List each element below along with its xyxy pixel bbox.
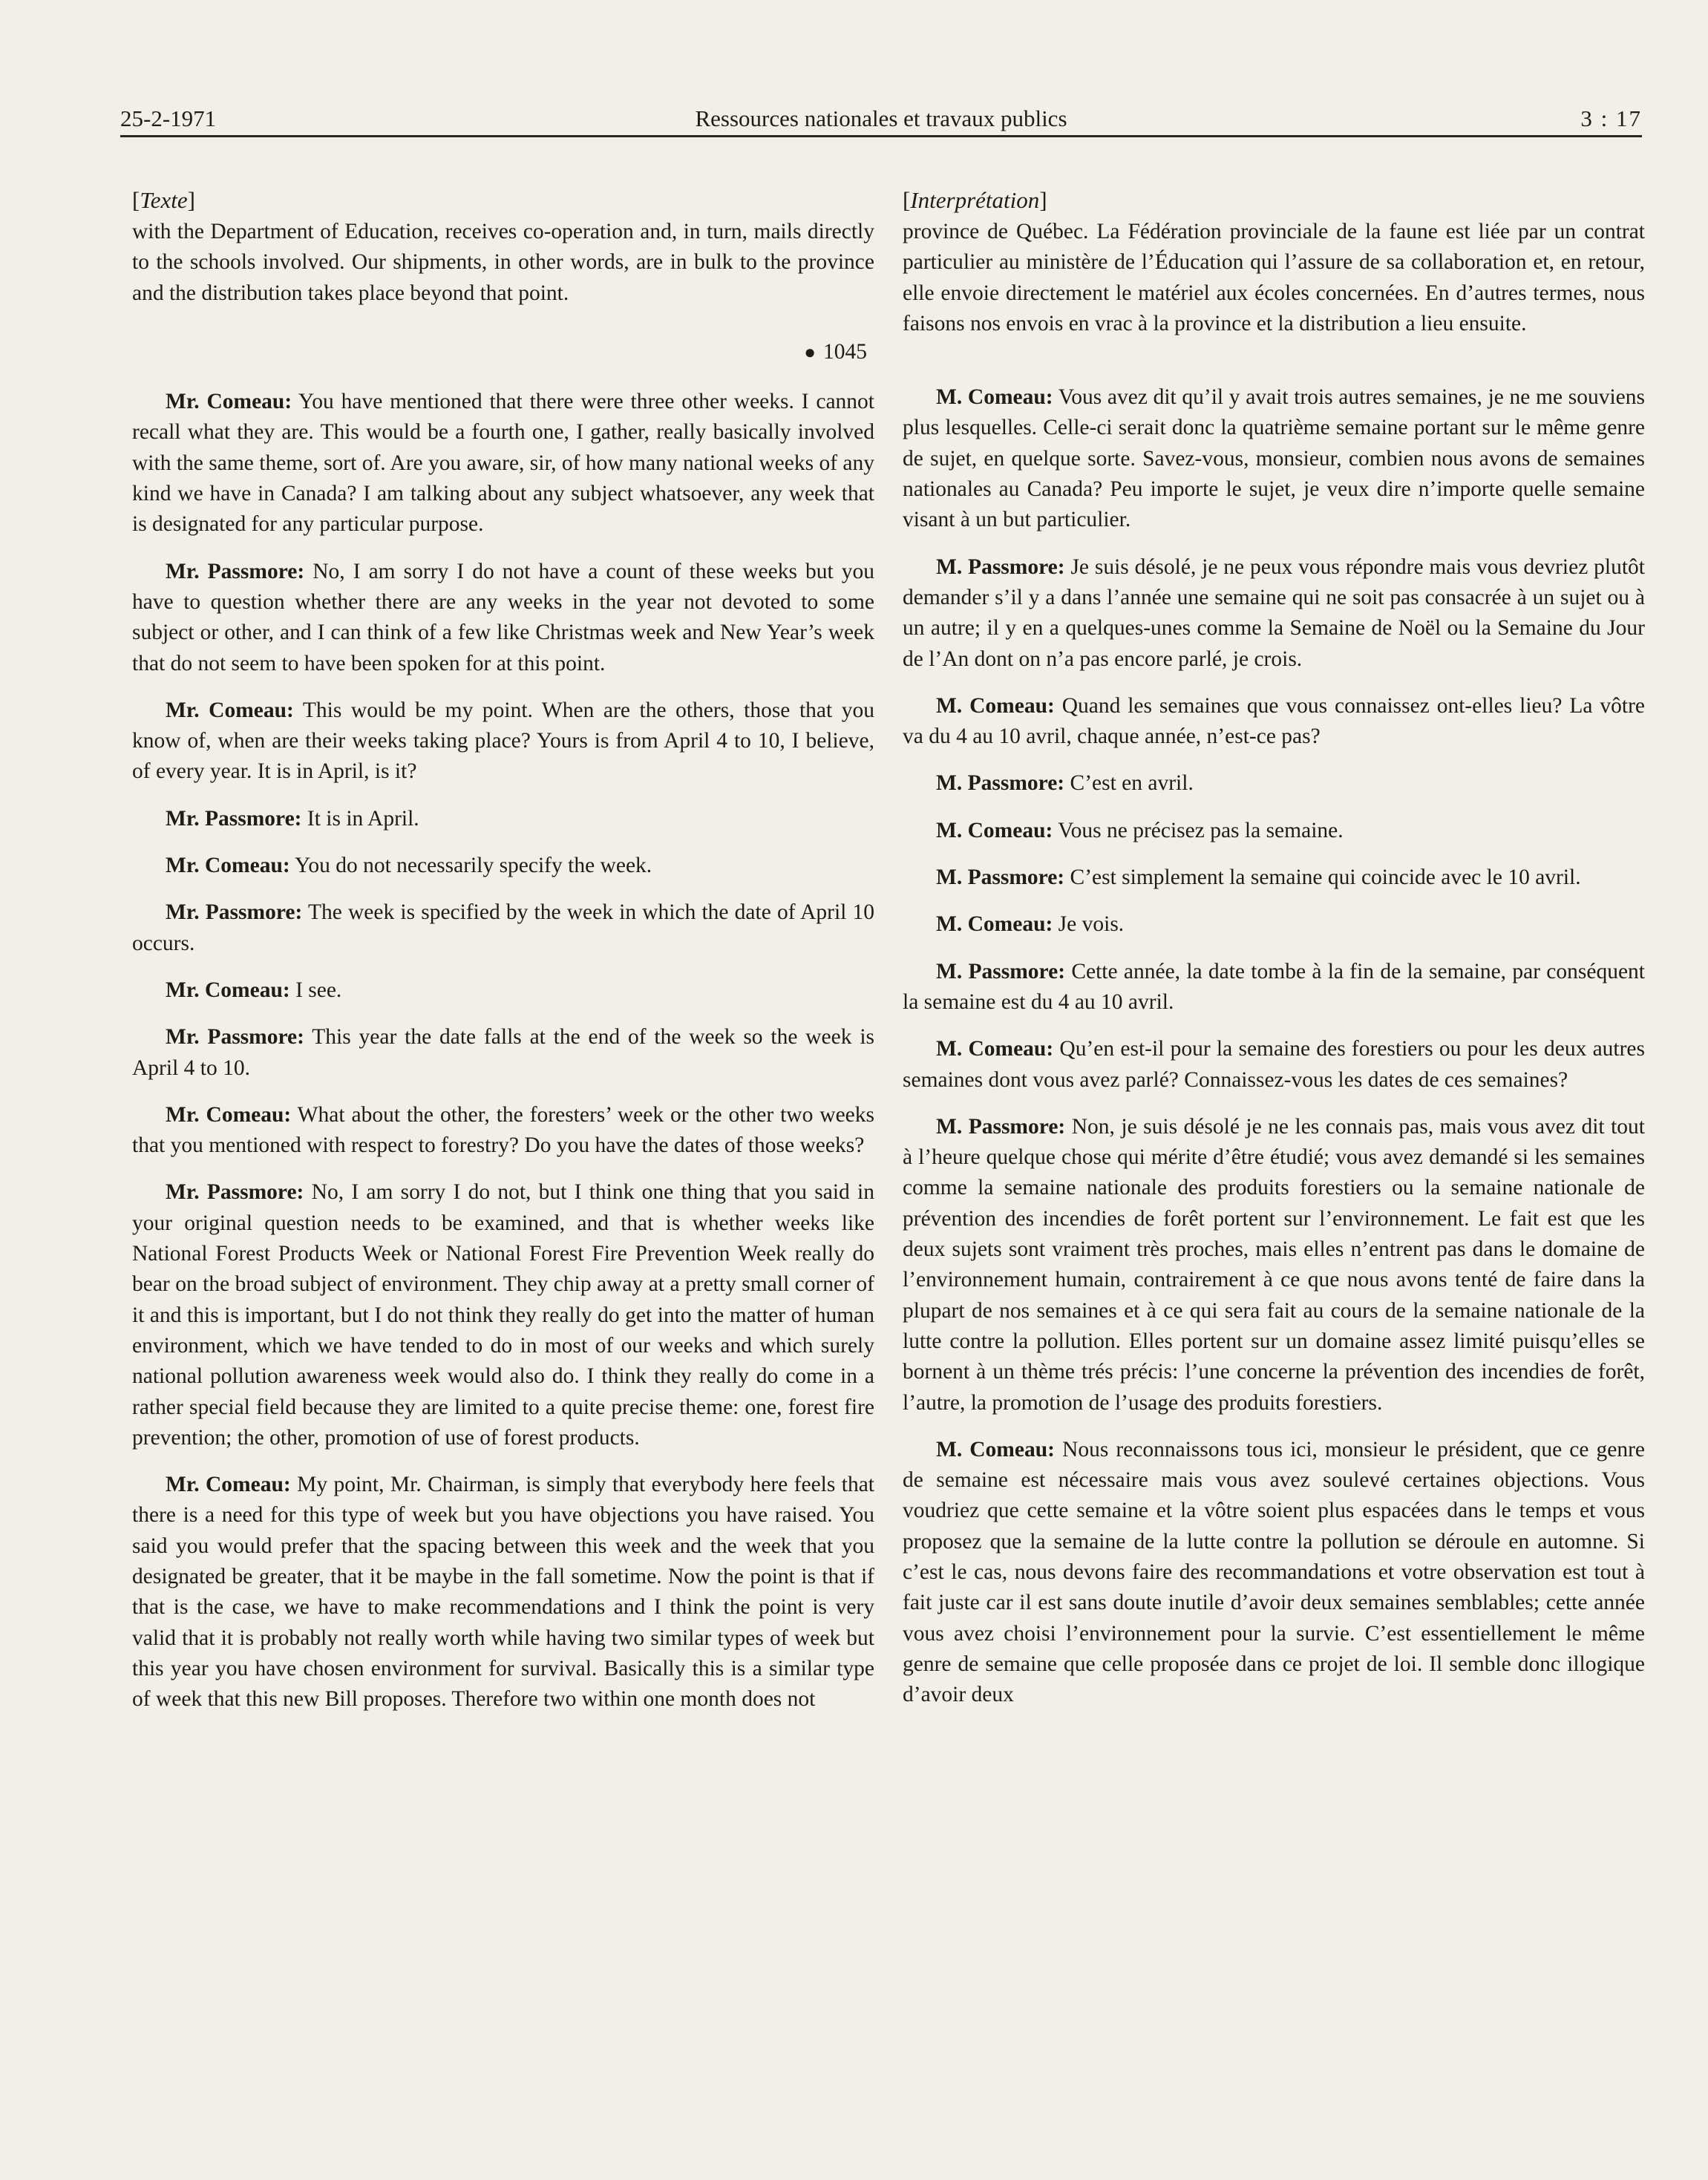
speech-paragraph <box>903 862 1645 893</box>
column-tag-interpretation: [Interprétation] <box>903 187 1047 213</box>
speech-text: Cette année, la date tombe à la fin de la semaine, par conséquent la semaine est du 4 au 10 avril. <box>903 959 1646 1014</box>
intro-paragraph: province de Québec. La Fédération provinciale de la faune est liée par un contrat particulier au ministère de l’Éducation qui l’assure de sa collaboration et, en retour, elle envoie directement le matériel aux écoles concernées. En d’autres termes, nous faisons nos envois en vrac à la province et la distribution a lieu ensuite. <box>903 220 1645 335</box>
speech-text: This year the date falls at the end of the week so the week is April 4 to 10. <box>132 1025 874 1080</box>
speech-text: Quand les semaines que vous connaissez ont-elles lieu? La vôtre va du 4 au 10 avril, chaque année, n’est-ce pas? <box>903 693 1645 749</box>
speaker-name: M. Passmore: <box>936 771 1065 796</box>
speaker-name: Mr. Comeau: <box>166 854 290 878</box>
speech-text: C’est simplement la semaine qui coincide avec le 10 avril. <box>1070 865 1581 890</box>
speech-text: No, I am sorry I do not have a count of these weeks but you have to question whether there are any weeks in the year not devoted to some subject or other, and I can think of a few like Christmas week and New Year’s week that do not seem to have been spoken for at this point. <box>132 559 874 675</box>
speaker-name: Mr. Comeau: <box>166 390 292 414</box>
speech-paragraph <box>132 1177 874 1453</box>
speech-paragraph <box>903 909 1645 940</box>
speaker-name: M. Passmore: <box>936 865 1065 890</box>
intro-paragraph: with the Department of Education, receives co-operation and, in turn, mails directly to the schools involved. Our shipments, in other words, are in bulk to the province and the distribution takes place beyond that point. <box>132 220 874 305</box>
header-date: 25-2-1971 <box>120 105 217 131</box>
column-tag-texte: [Texte] <box>132 187 195 213</box>
speaker-name: M. Passmore: <box>936 959 1066 983</box>
speech-text: This would be my point. When are the others, those that you know of, when are their weeks taking place? Yours is from April 4 to 10, I believe, of every year. It is in April, is it? <box>132 698 874 784</box>
speech-paragraph <box>132 851 874 881</box>
english-speeches <box>132 387 874 1715</box>
speaker-name: Mr. Passmore: <box>166 1180 304 1205</box>
speech-paragraph <box>903 691 1645 753</box>
speech-paragraph <box>132 804 874 834</box>
header-title: Ressources nationales et travaux publics <box>695 105 1067 131</box>
speech-text: Nous reconnaissons tous ici, monsieur le président, que ce genre de semaine est nécessaire mais vous avez soulevé certaines objections. Vous voudriez que cette semaine et la vôtre soient plus espacées dans le temps et vous proposez que la semaine de la lutte contre la pollution se déroule en automne. Si c’est le cas, nous devons faire des recommandations et votre observation est tout à fait juste car il est sans doute inutile d’avoir deux semaines semblables; cette année vous avez choisi l’environnement pour la survie. C’est essentiellement le même genre de semaine que celle proposée dans ce projet de loi. Il semble donc illogique d’avoir deux <box>903 1437 1646 1707</box>
speaker-name: Mr. Comeau: <box>166 698 294 722</box>
speech-paragraph <box>132 387 874 540</box>
english-column <box>132 184 874 1731</box>
speech-paragraph <box>132 1470 874 1715</box>
speech-text: What about the other, the foresters’ week or the other two weeks that you mentioned with respect to forestry? Do you have the dates of those weeks? <box>132 1102 874 1158</box>
speech-paragraph <box>132 897 874 959</box>
speech-paragraph <box>903 382 1645 535</box>
speaker-name: Mr. Comeau: <box>166 978 290 1002</box>
speech-text: The week is specified by the week in which the date of April 10 occurs. <box>132 900 875 955</box>
french-speeches <box>903 382 1645 1710</box>
speaker-name: M. Comeau: <box>936 385 1053 410</box>
column-tag-label: Texte <box>140 187 188 213</box>
speaker-name: M. Comeau: <box>936 1037 1054 1061</box>
speech-text: C’est en avril. <box>1070 771 1194 796</box>
bullet-icon: ● <box>804 341 816 363</box>
speech-paragraph <box>903 957 1645 1018</box>
column-tag-label: Interprétation <box>910 187 1040 213</box>
speaker-name: M. Comeau: <box>936 1437 1055 1461</box>
time-marker <box>132 337 867 367</box>
speech-paragraph <box>903 1435 1645 1711</box>
speaker-name: Mr. Comeau: <box>166 1473 291 1497</box>
speech-text: My point, Mr. Chairman, is simply that everybody here feels that there is a need for this type of week but you have objections you have raised. You said you would prefer that the spacing between this week and the week that you designated be greater, that it be maybe in the fall sometime. Now the point is that if that is the case, we have to make recommendations and I think the point is very valid that it is probably not really worth while having two similar types of week but this year you have chosen environment for survival. Basically this is a similar type of week that this new Bill proposes. Therefore two within one month does not <box>132 1473 874 1712</box>
speaker-name: Mr. Comeau: <box>166 1102 292 1127</box>
speaker-name: M. Comeau: <box>936 818 1053 842</box>
speech-text: Je suis désolé, je ne peux vous répondre mais vous devriez plutôt demander s’il y a dans l’année une semaine qui ne soit pas consacrée à un sujet ou à un autre; il y en a quelques-unes comme la Semaine de Noël ou la Semaine du Jour de l’An dont on n’a pas encore parlé, je crois. <box>903 554 1645 671</box>
speech-text: Vous ne précisez pas la semaine. <box>1058 818 1344 842</box>
speech-text: Qu’en est-il pour la semaine des forestiers ou pour les deux autres semaines dont vous avez parlé? Connaissez-vous les dates de ces semaines? <box>903 1037 1646 1092</box>
speech-paragraph <box>132 695 874 788</box>
speech-text: You have mentioned that there were three other weeks. I cannot recall what they are. This would be a fourth one, I gather, really basically involved with the same theme, sort of. Are you aware, sir, of how many national weeks of any kind we have in Canada? I am talking about any subject whatsoever, any week that is designated for any particular purpose. <box>132 390 874 537</box>
speech-paragraph <box>132 557 874 679</box>
speaker-name: M. Passmore: <box>936 1114 1066 1139</box>
speech-paragraph <box>132 1022 874 1084</box>
speech-text: Non, je suis désolé je ne les connais pas, mais vous avez dit tout à l’heure quelque chose qui mérite d’être étudié; vous avez demandé si les semaines comme la semaine nationale des produits forestiers ou la semaine nationale de prévention des incendies de forêt portent sur l’environnement. Le fait est que les deux sujets sont vraiment très proches, mais elles n’entrent pas dans le domaine de l’environnement humain, contrairement à ce que nous avons tenté de faire dans la plupart de nos semaines et à ce qui sera fait au cours de la semaine nationale de la lutte contre la pollution. Elles portent sur un domaine assez limité puisqu’elles se bornent à un thème trés précis: l’une concerne la prévention des incendies de forêt, l’autre, la promotion de l’usage des produits forestiers. <box>903 1114 1645 1415</box>
speech-paragraph <box>903 768 1645 799</box>
speaker-name: Mr. Passmore: <box>166 1025 304 1050</box>
speech-paragraph <box>903 552 1645 675</box>
speech-text: No, I am sorry I do not, but I think one thing that you said in your original question needs to be examined, and that is whether weeks like National Forest Products Week or National Forest Fire Prevention Week really do bear on the broad subject of environment. They chip away at a pretty small corner of it and this is important, but I do not think they really do get into the matter of human environment, which we have tended to do in most of our weeks and which surely national pollution awareness week would also do. I think they really do come in a rather special field because they are limited to a quite precise theme: one, forest fire prevention; the other, promotion of use of forest products. <box>132 1180 874 1450</box>
speech-paragraph <box>903 1112 1645 1418</box>
speech-text: Vous avez dit qu’il y avait trois autres semaines, je ne me souviens plus lesquelles. Celle-ci serait donc la quatrième semaine portant sur le même genre de sujet, en quelque sorte. Savez-vous, monsieur, combien nous avons de semaines nationales au Canada? Peu importe le sujet, je veux dire n’importe quelle semaine visant à un but particulier. <box>903 385 1646 532</box>
time-marker-value: 1045 <box>823 339 867 364</box>
speaker-name: Mr. Passmore: <box>166 806 302 831</box>
speech-text: I see. <box>295 978 342 1002</box>
speech-paragraph <box>132 975 874 1006</box>
speech-paragraph <box>903 1034 1645 1096</box>
speech-text: It is in April. <box>307 806 419 831</box>
speech-text: You do not necessarily specify the week. <box>294 854 652 878</box>
speaker-name: Mr. Passmore: <box>166 559 305 583</box>
speech-paragraph <box>132 1100 874 1162</box>
speech-paragraph <box>903 816 1645 846</box>
header-page-number: 3 : 17 <box>1580 105 1642 131</box>
speaker-name: Mr. Passmore: <box>166 900 303 925</box>
speech-text: Je vois. <box>1058 912 1125 937</box>
french-column <box>903 184 1645 1726</box>
speaker-name: M. Comeau: <box>936 693 1055 718</box>
page-header <box>120 104 1642 137</box>
speaker-name: M. Comeau: <box>936 912 1053 937</box>
speaker-name: M. Passmore: <box>936 554 1065 579</box>
